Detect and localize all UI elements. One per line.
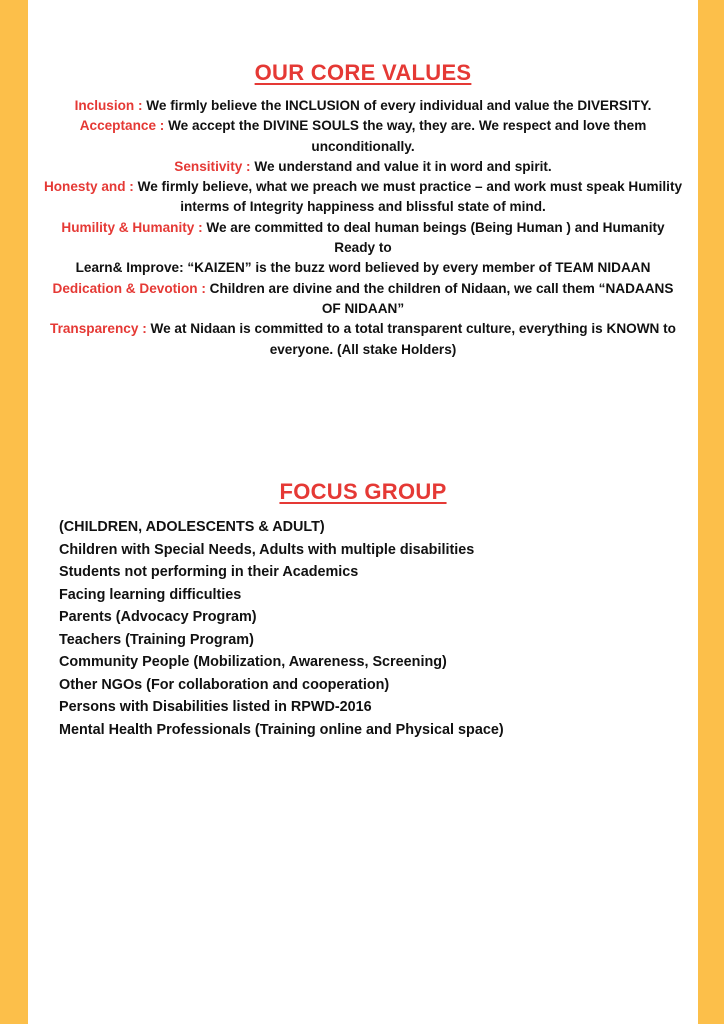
list-item: Teachers (Training Program) [59, 631, 254, 648]
value-text: Children are divine and the children of Nidaan, we call them “NADAANS OF NIDAAN” [205, 280, 674, 316]
value-label: Sensitivity : [174, 158, 251, 174]
list-item: Children with Special Needs, Adults with multiple disabilities [59, 541, 475, 558]
value-label: Honesty and : [43, 179, 134, 195]
value-item-sensitivity [42, 157, 684, 177]
list-item: Persons with Disabilities listed in RPWD-2016 [59, 699, 372, 715]
focus-group-heading: FOCUS GROUP [279, 479, 447, 504]
core-values-heading: OUR CORE VALUES [254, 60, 472, 85]
value-text: We understand and value it in word and spirit. [250, 158, 552, 174]
list-item: Mental Health Professionals (Training online and Physical space) [59, 721, 504, 738]
list-item: Other NGOs (For collaboration and cooperation) [59, 676, 390, 693]
value-text: We firmly believe, what we preach we must practice – and work must speak Humility interms of Integrity happiness and blissful state of mind. [133, 179, 683, 215]
list-item: Students not performing in their Academics [59, 564, 359, 580]
left-border [0, 0, 28, 1024]
value-label: Humility & Humanity : [61, 219, 203, 235]
document-page [28, 0, 698, 1024]
value-item-honesty [42, 177, 684, 218]
list-item: (CHILDREN, ADOLESCENTS & ADULT) [59, 519, 325, 535]
value-text: We at Nidaan is committed to a total transparent culture, everything is KNOWN to everyone. (All stake Holders) [146, 321, 676, 357]
list-item: Parents (Advocacy Program) [59, 609, 257, 625]
value-item-acceptance [42, 116, 684, 157]
list-item: Community People (Mobilization, Awareness, Screening) [59, 654, 447, 670]
value-text: We are committed to deal human beings (Being Human ) and Humanity Ready to [202, 219, 665, 256]
value-text: Learn& Improve: “KAIZEN” is the buzz word believed by every member of TEAM NIDAAN [75, 260, 651, 276]
value-item-transparency [42, 319, 684, 360]
value-item-dedication [42, 279, 684, 320]
value-text: We accept the DIVINE SOULS the way, they are. We respect and love them unconditionally. [164, 118, 647, 154]
value-item-humility [42, 218, 684, 259]
value-label: Acceptance : [79, 118, 165, 134]
value-label: Dedication & Devotion : [52, 280, 206, 296]
value-item-inclusion [42, 96, 684, 116]
value-label: Transparency : [50, 321, 147, 337]
right-border [698, 0, 724, 1024]
value-item-kaizen [42, 258, 684, 278]
list-item: Facing learning difficulties [59, 586, 242, 603]
value-label: Inclusion : [74, 98, 143, 113]
value-text: We firmly believe the INCLUSION of every individual and value the DIVERSITY. [142, 98, 652, 113]
focus-group-list [59, 516, 688, 741]
core-values-list [42, 96, 684, 360]
